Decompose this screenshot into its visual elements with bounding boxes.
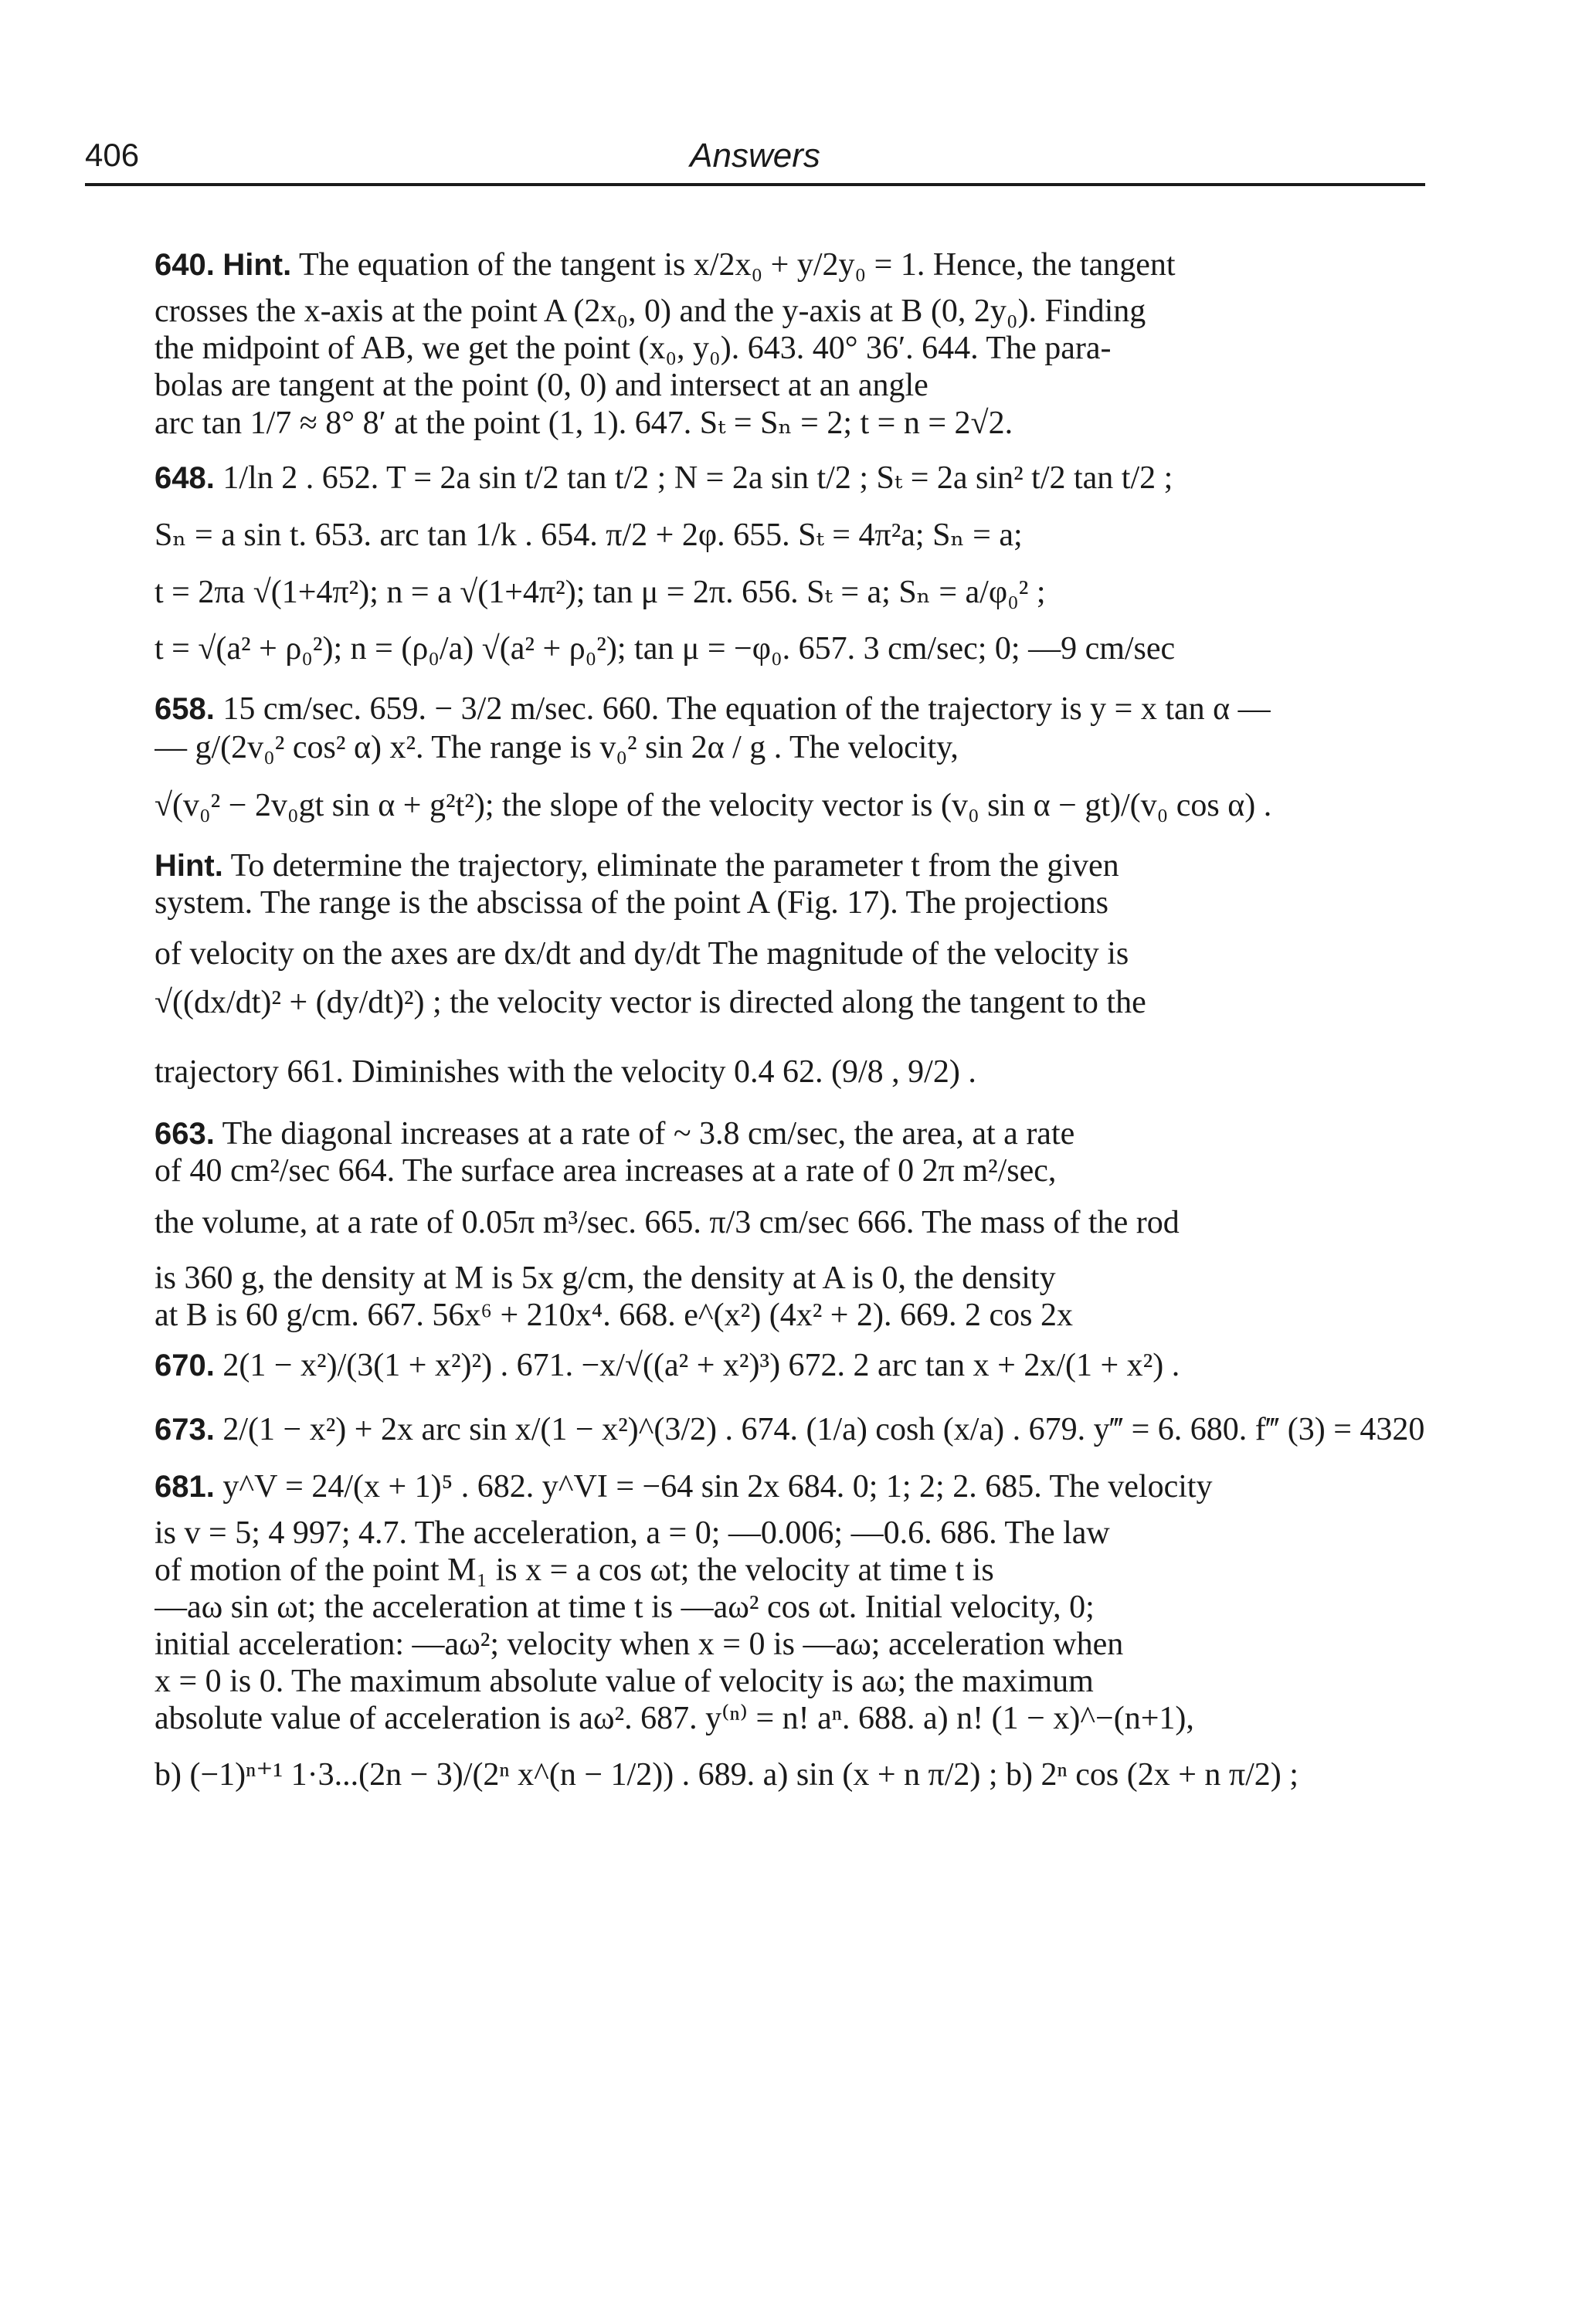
answer-text: at B is 60 g/cm. 667. 56x⁶ + 210x⁴. 668. e^(x²) (4x² + 2). 669. 2 cos 2x xyxy=(154,1298,1073,1333)
exercise-number: 663. xyxy=(154,1117,215,1151)
answer-text: system. The range is the abscissa of the point A (Fig. 17). The projections xyxy=(154,885,1108,921)
answer-line xyxy=(154,1588,1425,1627)
answer-text: 2/(1 − x²) + 2x arc sin x/(1 − x²)^(3/2) . 674. (1/a) cosh (x/a) . 679. y‴ = 6. 680. f‴ (3) = 4320 xyxy=(222,1412,1425,1447)
answer-line xyxy=(154,786,1425,825)
answer-text: the volume, at a rate of 0.05π m³/sec. 665. π/3 cm/sec 666. The mass of the rod xyxy=(154,1205,1180,1240)
answer-text: crosses the x-axis at the point A (2x₀, 0) and the y-axis at B (0, 2y₀). Finding xyxy=(154,293,1146,329)
answer-line xyxy=(154,1115,1425,1153)
answer-line xyxy=(154,1152,1425,1190)
answer-text: arc tan 1/7 ≈ 8° 8′ at the point (1, 1). 647. Sₜ = Sₙ = 2; t = n = 2√2. xyxy=(154,405,1013,441)
answer-line xyxy=(154,246,1425,284)
exercise-number: 673. xyxy=(154,1413,215,1447)
exercise-number: 681. xyxy=(154,1470,215,1504)
answer-text: — g/(2v₀² cos² α) x². The range is v₀² sin 2α / g . The velocity, xyxy=(154,730,959,765)
answer-text: —aω sin ωt; the acceleration at time t is —aω² cos ωt. Initial velocity, 0; xyxy=(154,1589,1095,1625)
answer-text: b) (−1)ⁿ⁺¹ 1·3...(2n − 3)/(2ⁿ x^(n − 1/2)) . 689. a) sin (x + n π/2) ; b) 2ⁿ cos (2x + n π/2) ; xyxy=(154,1757,1299,1793)
answer-text: √((dx/dt)² + (dy/dt)²) ; the velocity vector is directed along the tangent to the xyxy=(154,985,1146,1020)
answer-text: trajectory 661. Diminishes with the velocity 0.4 62. (9/8 , 9/2) . xyxy=(154,1054,976,1090)
answer-line xyxy=(154,1699,1425,1738)
answer-line xyxy=(154,516,1425,555)
answer-line xyxy=(154,573,1425,612)
answer-line xyxy=(154,404,1425,443)
answer-line xyxy=(154,1662,1425,1701)
answer-line xyxy=(154,1551,1425,1589)
answer-text: bolas are tangent at the point (0, 0) and intersect at an angle xyxy=(154,368,928,403)
answer-text: is v = 5; 4 997; 4.7. The acceleration, a = 0; —0.006; —0.6. 686. The law xyxy=(154,1515,1110,1551)
answer-text: t = 2πa √(1+4π²); n = a √(1+4π²); tan μ = 2π. 656. Sₜ = a; Sₙ = a/φ₀² ; xyxy=(154,575,1046,610)
answer-text: Sₙ = a sin t. 653. arc tan 1/k . 654. π/2 + 2φ. 655. Sₜ = 4π²a; Sₙ = a; xyxy=(154,517,1023,553)
answer-text: 1/ln 2 . 652. T = 2a sin t/2 tan t/2 ; N = 2a sin t/2 ; Sₜ = 2a sin² t/2 tan t/2 ; xyxy=(222,460,1173,496)
answer-line xyxy=(154,1514,1425,1552)
answer-line xyxy=(154,1203,1425,1242)
answer-line xyxy=(154,1467,1425,1506)
answer-text: 2(1 − x²)/(3(1 + x²)²) . 671. −x/√((a² + x²)³) 672. 2 arc tan x + 2x/(1 + x²) . xyxy=(222,1348,1180,1383)
answer-text: To determine the trajectory, eliminate the parameter t from the given xyxy=(230,848,1119,884)
answer-text: The equation of the tangent is x/2x₀ + y/2y₀ = 1. Hence, the tangent xyxy=(298,247,1176,283)
answer-text: the midpoint of AB, we get the point (x₀, y₀). 643. 40° 36′. 644. The para- xyxy=(154,331,1112,366)
answer-line xyxy=(154,983,1425,1022)
answer-text: of 40 cm²/sec 664. The surface area increases at a rate of 0 2π m²/sec, xyxy=(154,1153,1057,1189)
answer-line xyxy=(154,884,1425,922)
answer-line xyxy=(154,366,1425,405)
answer-text: of motion of the point M₁ is x = a cos ωt; the velocity at time t is xyxy=(154,1552,994,1588)
hint-label: Hint. xyxy=(154,849,223,883)
answer-line xyxy=(154,846,1425,885)
answer-text: is 360 g, the density at M is 5x g/cm, the density at A is 0, the density xyxy=(154,1260,1056,1296)
answer-text: y^V = 24/(x + 1)⁵ . 682. y^VI = −64 sin 2x 684. 0; 1; 2; 2. 685. The velocity xyxy=(222,1469,1213,1505)
answer-line xyxy=(154,1053,1425,1091)
page-header xyxy=(85,135,1425,186)
answer-line xyxy=(154,459,1425,497)
answer-line xyxy=(154,1410,1425,1449)
answer-text: initial acceleration: —aω²; velocity when x = 0 is —aω; acceleration when xyxy=(154,1627,1124,1662)
answer-line xyxy=(154,1346,1425,1385)
answer-line xyxy=(154,629,1425,668)
answer-line xyxy=(154,1625,1425,1664)
answer-line xyxy=(154,292,1425,331)
answer-text: absolute value of acceleration is aω². 687. y⁽ⁿ⁾ = n! aⁿ. 688. a) n! (1 − x)^−(n+1), xyxy=(154,1701,1194,1736)
hint-label: Hint. xyxy=(222,248,292,282)
answer-text: The diagonal increases at a rate of ~ 3.8 cm/sec, the area, at a rate xyxy=(222,1116,1075,1152)
running-title: Answers xyxy=(690,137,820,175)
exercise-number: 648. xyxy=(154,461,215,495)
exercise-number: 640. xyxy=(154,248,215,282)
answer-line xyxy=(154,1756,1425,1794)
page-number: 406 xyxy=(85,137,140,173)
answer-line xyxy=(154,690,1425,728)
answer-line xyxy=(154,329,1425,368)
exercise-number: 670. xyxy=(154,1349,215,1383)
answer-line xyxy=(154,728,1425,767)
answer-line xyxy=(154,1259,1425,1298)
exercise-number: 658. xyxy=(154,692,215,726)
answer-line xyxy=(154,1296,1425,1335)
answer-text: 15 cm/sec. 659. − 3/2 m/sec. 660. The equation of the trajectory is y = x tan α — xyxy=(222,691,1271,727)
answer-text: of velocity on the axes are dx/dt and dy/dt The magnitude of the velocity is xyxy=(154,936,1129,972)
answer-text: t = √(a² + ρ₀²); n = (ρ₀/a) √(a² + ρ₀²); tan μ = −φ₀. 657. 3 cm/sec; 0; —9 cm/sec xyxy=(154,631,1176,667)
answer-text: x = 0 is 0. The maximum absolute value of velocity is aω; the maximum xyxy=(154,1664,1094,1699)
answer-line xyxy=(154,935,1425,973)
answer-text: √(v₀² − 2v₀gt sin α + g²t²); the slope of the velocity vector is (v₀ sin α − gt)/(v₀ cos α) . xyxy=(154,788,1272,823)
